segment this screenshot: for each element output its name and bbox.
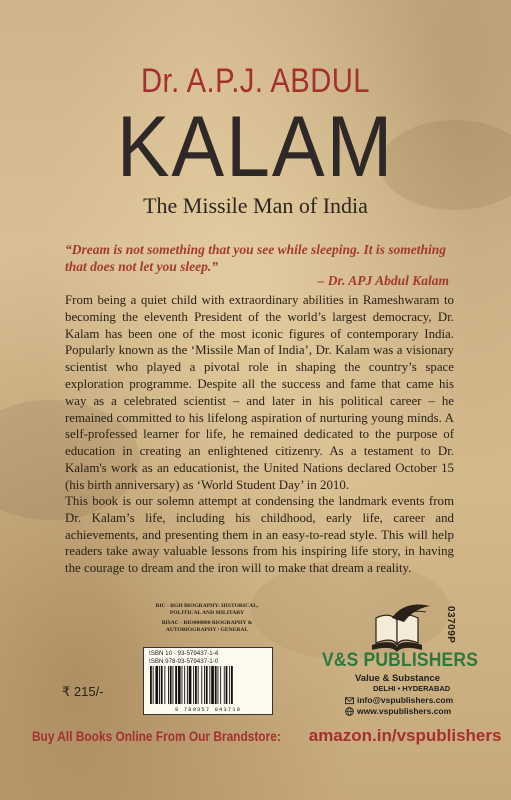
barcode-bar — [195, 666, 197, 704]
publisher-tagline: Value & Substance — [355, 673, 441, 684]
bic-line-2: POLITICAL AND MILITARY — [169, 610, 245, 616]
barcode-bar — [201, 666, 202, 704]
publisher-website — [345, 706, 451, 716]
barcode-bar — [159, 666, 160, 704]
barcode-bar — [173, 666, 174, 704]
barcode-bar — [189, 666, 192, 704]
barcode-bar — [184, 666, 185, 704]
barcode-bar — [187, 666, 188, 704]
bisac-line-1: BISAC - BIO000000 BIOGRAPHY & — [161, 620, 253, 626]
bisac-line-2: AUTOBIOGRAPHY / GENERAL — [165, 627, 249, 633]
quote-author: – Dr. APJ Abdul Kalam — [317, 273, 449, 288]
barcode-bar — [206, 666, 208, 704]
isbn-13: ISBN 978-93-579437-1-0 — [149, 657, 219, 665]
envelope-icon — [345, 696, 354, 705]
barcode-bar — [215, 666, 217, 704]
barcode-icon — [148, 666, 268, 704]
price: ₹ 215/- — [62, 684, 104, 699]
isbn-lines — [149, 650, 218, 665]
barcode-bar — [168, 666, 169, 704]
description-paragraph-1: From being a quiet child with extraordinary abilities in Rameshwaram to becoming the eleventh President of the world’s largest democracy, Dr. Kalam has been one of the most iconic figures of contemporary India. Popularly known as the ‘Missile Man of India’, Dr. Kalam was a visionary scientist who played a pivotal role in shaping the country’s space exploration programme. Despite all the success and fame that came his way as a celebrated scientist – and later in his political career – he remained committed to his lifelong aspiration of nurturing young minds. A self-professed learner for life, he remained dedicated to the purpose of education in creating an enlightened citizenry. As a testament to Dr. Kalam's work as an educationist, the United Nations declared October 15 (his birth anniversary) as ‘World Student Day’ in 2010. — [65, 293, 454, 492]
barcode-bar — [155, 666, 158, 704]
publisher-name: V&S PUBLISHERS — [322, 650, 479, 671]
barcode-bar — [204, 666, 205, 704]
barcode-bar — [161, 666, 163, 704]
publisher-email-text: info@vspublishers.com — [357, 695, 454, 705]
barcode-bar — [224, 666, 225, 704]
barcode-bar — [150, 666, 152, 704]
barcode-bar — [218, 666, 219, 704]
barcode-bar — [164, 666, 165, 704]
publisher-email — [345, 695, 453, 705]
author-name: Dr. A.P.J. ABDUL — [140, 62, 371, 100]
bic-line-1: BIC - BGH BIOGRAPHY: HISTORICAL, — [155, 603, 259, 609]
barcode-bar — [220, 666, 221, 704]
isbn-barcode-box — [143, 647, 273, 715]
barcode-bar — [231, 666, 233, 704]
barcode-bar — [211, 666, 214, 704]
isbn-10: ISBN 10 - 93-579437-1-4 — [149, 650, 219, 657]
barcode-bar — [198, 666, 199, 704]
barcode-bar — [193, 666, 194, 704]
barcode-bar — [170, 666, 172, 704]
barcode-digits: 9 789357 943710 — [174, 706, 241, 713]
classification-block — [143, 603, 271, 634]
barcode-bar — [182, 666, 183, 704]
book-subtitle: The Missile Man of India — [143, 193, 368, 218]
quote-text: “Dream is not something that you see while sleeping. It is something that does not let you sleep.” — [65, 242, 447, 274]
description-paragraph-2: This book is our solemn attempt at condensing the landmark events from Dr. Kalam’s life, including his childhood, early life, career and achievements, and presenting them in an easy-to-read style. This will help readers take away valuable lessons from his inspiring life story, in having the courage to dream and the iron will to make that dream a reality. — [65, 494, 454, 576]
globe-icon — [345, 707, 354, 716]
publisher-cities: DELHI • HYDERABAD — [373, 684, 451, 693]
footer-brandstore — [0, 726, 511, 746]
book-code: 03709P — [445, 606, 456, 644]
barcode-bar — [178, 666, 181, 704]
brandstore-link[interactable]: amazon.in/vspublishers — [308, 726, 502, 745]
barcode-bar — [229, 666, 230, 704]
barcode-bar — [209, 666, 210, 704]
barcode-bar — [175, 666, 177, 704]
barcode-bar — [153, 666, 154, 704]
footer-text: Buy All Books Online From Our Brandstore: — [31, 728, 281, 744]
author-surname-title: KALAM — [116, 99, 395, 195]
publisher-website-text: www.vspublishers.com — [357, 706, 452, 716]
barcode-bar — [226, 666, 228, 704]
